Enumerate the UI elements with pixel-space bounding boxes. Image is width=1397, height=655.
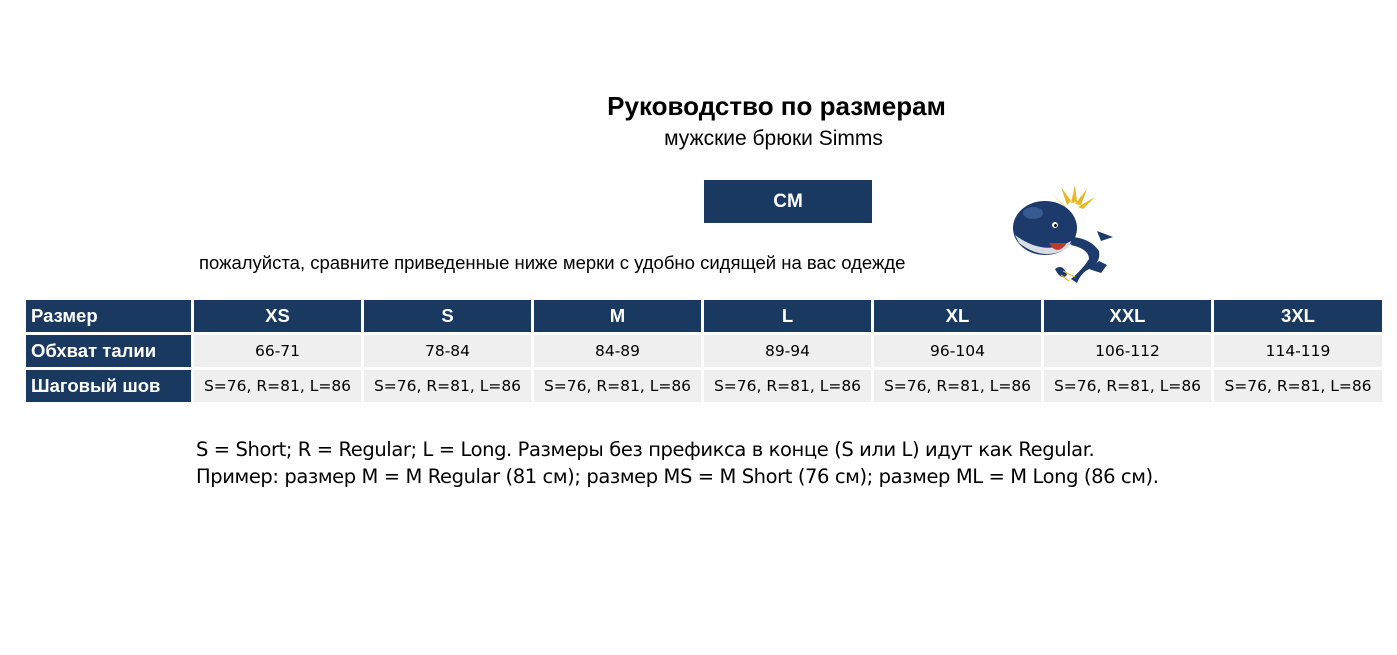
table-cell: 114-119 <box>1214 335 1382 367</box>
page-subtitle: мужские брюки Simms <box>664 127 883 150</box>
size-xl-header: XL <box>874 300 1041 332</box>
table-cell: 78-84 <box>364 335 531 367</box>
table-header-row <box>26 300 1382 332</box>
size-3xl-header: 3XL <box>1214 300 1382 332</box>
inseam-label: Шаговый шов <box>26 370 191 402</box>
page-title: Руководство по размерам <box>607 91 946 121</box>
table-cell: 89-94 <box>704 335 871 367</box>
table-cell: S=76, R=81, L=86 <box>1214 370 1382 402</box>
size-xxl-header: XXL <box>1044 300 1211 332</box>
legend-line-2: Пример: размер M = M Regular (81 см); размер MS = M Short (76 см); размер ML = M Long (86 см). <box>196 465 1159 488</box>
table-cell: S=76, R=81, L=86 <box>704 370 871 402</box>
size-chart-table <box>23 297 1385 405</box>
unit-cm-button[interactable]: CM <box>704 180 872 223</box>
size-l-header: L <box>704 300 871 332</box>
table-cell: S=76, R=81, L=86 <box>194 370 361 402</box>
table-cell: 96-104 <box>874 335 1041 367</box>
table-cell: S=76, R=81, L=86 <box>534 370 701 402</box>
table-cell: S=76, R=81, L=86 <box>1044 370 1211 402</box>
whale-mascot-icon <box>1005 183 1117 285</box>
size-s-header: S <box>364 300 531 332</box>
table-cell: S=76, R=81, L=86 <box>364 370 531 402</box>
legend-line-1: S = Short; R = Regular; L = Long. Размеры без префикса в конце (S или L) идут как Regular. <box>196 438 1095 461</box>
size-header-cell: Размер <box>26 300 191 332</box>
table-cell: 106-112 <box>1044 335 1211 367</box>
table-row-waist <box>26 335 1382 367</box>
compare-note: пожалуйста, сравните приведенные ниже мерки с удобно сидящей на вас одежде <box>199 252 906 273</box>
size-xs-header: XS <box>194 300 361 332</box>
size-m-header: M <box>534 300 701 332</box>
table-cell: 84-89 <box>534 335 701 367</box>
table-cell: 66-71 <box>194 335 361 367</box>
table-cell: S=76, R=81, L=86 <box>874 370 1041 402</box>
size-legend <box>196 436 1159 490</box>
waist-label: Обхват талии <box>26 335 191 367</box>
table-row-inseam <box>26 370 1382 402</box>
